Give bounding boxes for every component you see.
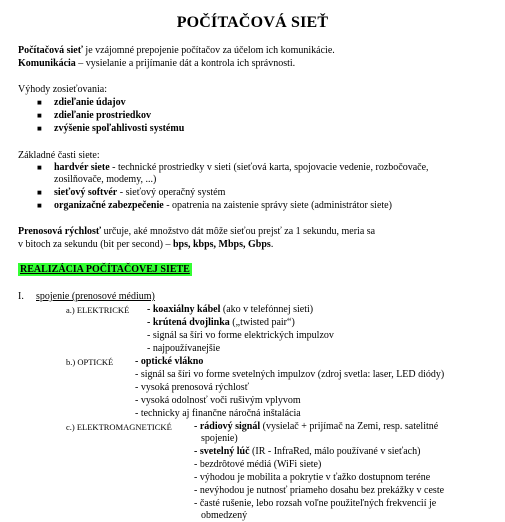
parts-heading: Základné časti siete:: [18, 150, 100, 161]
advantage-item: zdieľanie prostriedkov: [54, 110, 152, 121]
definition-term: Počítačová sieť: [18, 45, 83, 56]
speed-text: v bitoch za sekundu (bit per second) –: [18, 239, 173, 250]
electromagnetic-item: spojenie): [201, 433, 238, 444]
optical-item: - optické vlákno: [135, 356, 204, 367]
part-item-organization: [54, 200, 392, 212]
part-item-continuation: zosilňovače, modemy, ...): [54, 174, 157, 185]
definition-network: [18, 45, 335, 57]
definition-text: je vzájomné prepojenie počítačov za účelom ich komunikácie.: [82, 45, 335, 56]
part-text: - opatrenia na zaistenie správy siete (administrátor siete): [163, 200, 392, 211]
electrical-item: - signál sa šíri vo forme elektrických impulzov: [147, 330, 334, 341]
electrical-item: [147, 304, 313, 316]
optical-item: - technicky aj finančne náročná inštalácia: [135, 408, 301, 419]
section-heading: [18, 264, 192, 276]
optical-item: - signál sa šíri vo forme svetelných impulzov (zdroj svetla: laser, LED diódy): [135, 369, 445, 380]
definition-term: Komunikácia: [18, 58, 76, 69]
bullet-icon: ■: [37, 124, 42, 133]
speed-end: .: [270, 239, 274, 250]
speed-text: určuje, aké množstvo dát môže sieťou prejsť za 1 sekundu, meria sa: [101, 226, 376, 237]
item-bold: - rádiový signál: [194, 421, 261, 432]
part-item-software: [54, 187, 225, 199]
electromagnetic-label: c.) ELEKTROMAGNETICKÉ: [66, 422, 172, 432]
advantage-item: zdieľanie údajov: [54, 97, 126, 108]
advantage-item: zvýšenie spoľahlivosti systému: [54, 123, 185, 134]
speed-line-1: [18, 226, 375, 238]
optical-item: - vysoká odolnosť voči rušivým vplyvom: [135, 395, 301, 406]
electromagnetic-item: - časté rušenie, lebo rozsah voľne použiteľných frekvencií je: [194, 498, 437, 509]
part-term: sieťový softvér: [54, 187, 118, 198]
item-bold: - koaxiálny kábel: [147, 304, 221, 315]
electrical-item: - najpoužívanejšie: [147, 343, 221, 354]
electrical-item: [147, 317, 295, 329]
speed-term: Prenosová rýchlosť: [18, 226, 102, 237]
optical-label: b.) OPTICKÉ: [66, 357, 114, 367]
bullet-icon: ■: [37, 188, 42, 197]
bullet-icon: ■: [37, 201, 42, 210]
part-text: - sieťový operačný systém: [117, 187, 226, 198]
part-term: hardvér siete: [54, 162, 110, 173]
item-bold: - krútená dvojlinka: [147, 317, 230, 328]
bullet-icon: ■: [37, 163, 42, 172]
part-item-hardware: [54, 162, 429, 174]
item-text: („twisted pair“): [229, 317, 295, 328]
electromagnetic-item: [194, 421, 438, 433]
advantages-heading: Výhody zosieťovania:: [18, 84, 107, 95]
part-term: organizačné zabezpečenie: [54, 200, 164, 211]
electrical-label: a.) ELEKTRICKÉ: [66, 305, 130, 315]
optical-item: - vysoká prenosová rýchlosť: [135, 382, 249, 393]
electromagnetic-item: - výhodou je mobilita a pokrytie v ťažko dostupnom teréne: [194, 472, 431, 483]
part-text: - technické prostriedky v sieti (sieťová karta, spojovacie vedenie, rozbočovače,: [109, 162, 429, 173]
electromagnetic-item: [194, 446, 420, 458]
item-text: (ako v telefónnej sieti): [220, 304, 314, 315]
item-text: (vysielač + prijímač na Zemi, resp. satelitné: [260, 421, 439, 432]
bullet-icon: ■: [37, 111, 42, 120]
speed-units: bps, kbps, Mbps, Gbps: [172, 239, 271, 250]
item-text: (IR - InfraRed, málo používané v sieťach): [249, 446, 421, 457]
section-heading-text: REALIZÁCIA POČÍTAČOVEJ SIETE: [20, 264, 190, 275]
connection-label: spojenie (prenosové médium): [36, 291, 155, 302]
electromagnetic-item: - bezdrôtové médiá (WiFi siete): [194, 459, 322, 470]
page-title: POČÍTAČOVÁ SIEŤ: [176, 14, 329, 31]
bullet-icon: ■: [37, 98, 42, 107]
electromagnetic-item: - nevýhodou je nutnosť priameho dosahu bez prekážky v ceste: [194, 485, 445, 496]
definition-communication: [18, 58, 295, 70]
definition-text: – vysielanie a prijímanie dát a kontrola ich správnosti.: [75, 58, 296, 69]
item-bold: - svetelný lúč: [194, 446, 250, 457]
speed-line-2: [18, 239, 273, 251]
electromagnetic-item: obmedzený: [201, 510, 248, 521]
roman-numeral: I.: [18, 291, 24, 302]
